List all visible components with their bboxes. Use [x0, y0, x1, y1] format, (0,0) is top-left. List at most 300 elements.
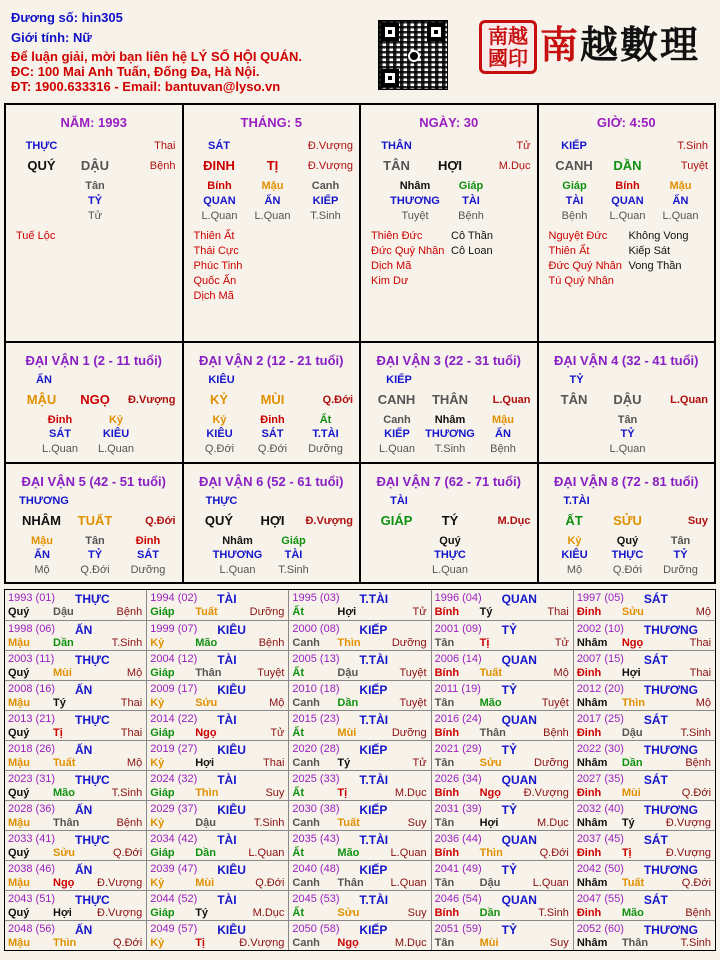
annual-truong-sinh: Tuyệt [257, 667, 285, 679]
dai-van-hidden-ts: Mộ [566, 564, 583, 576]
star-bad [274, 229, 354, 244]
annual-truong-sinh: Mộ [553, 667, 569, 679]
annual-year: 2013 (21) [8, 713, 56, 725]
annual-truong-sinh: Đ.Vượng [665, 817, 712, 829]
dai-van-hidden-sao: KIÊU [561, 549, 588, 561]
annual-sao: ẤN [75, 863, 93, 877]
pillar-hidden-sao: TÀI [462, 195, 480, 207]
dai-van-hidden-ts: L.Quan [431, 564, 469, 576]
dai-van-hidden-ts: Mộ [34, 564, 50, 576]
annual-can: Kỷ [150, 637, 165, 649]
annual-truong-sinh: Thai [263, 757, 285, 769]
star-pair [549, 244, 709, 259]
annual-truong-sinh: Bệnh [685, 907, 712, 919]
annual-cell [573, 831, 715, 860]
dai-van-hidden-sao: T.TÀI [312, 428, 339, 440]
dai-van-can: KỶ [209, 392, 229, 407]
annual-chi: Dần [53, 637, 74, 649]
annual-year: 2045 (53) [292, 893, 340, 905]
dai-van-hidden-can: Đinh [260, 414, 285, 426]
dai-van-title: ĐẠI VẬN 7 (62 - 71 tuổi) [376, 474, 521, 489]
annual-chi: Mùi [53, 667, 72, 679]
dai-van-hidden-ts: Dưỡng [308, 443, 343, 455]
annual-cell [146, 681, 288, 710]
annual-can: Bính [434, 606, 460, 618]
annual-can: Quý [8, 847, 30, 859]
annual-sao: TÀI [217, 653, 237, 667]
annual-chi: Tuất [53, 757, 76, 769]
annual-chi: Hợi [621, 667, 641, 679]
gender-line: Giới tính: Nữ [11, 30, 92, 45]
star-bad [629, 274, 709, 289]
annual-year: 2015 (23) [292, 713, 340, 725]
annual-cell [288, 801, 430, 830]
annual-truong-sinh: Tuyệt [541, 697, 569, 709]
annual-truong-sinh: Đ.Vượng [97, 877, 143, 889]
dai-van-title: ĐẠI VẬN 6 (52 - 61 tuổi) [199, 474, 344, 489]
dai-van-chi: MÙI [260, 392, 285, 407]
dai-van-1 [6, 343, 182, 462]
annual-cell [5, 831, 146, 860]
annual-truong-sinh: Đ.Vượng [665, 847, 712, 859]
pillar-hidden-can: Bính [207, 180, 232, 192]
annual-sao: QUAN [501, 713, 537, 727]
annual-can: Canh [292, 877, 320, 889]
annual-cell [573, 681, 715, 710]
star-good: Đức Quý Nhân [548, 260, 622, 272]
star-good: Thiên Đức [371, 230, 423, 242]
star-pair [371, 229, 531, 244]
annual-chi: Mão [621, 907, 644, 919]
dai-van-hidden-sao: THƯƠNG [212, 549, 263, 561]
annual-row [5, 830, 715, 860]
dai-van-sao: THƯƠNG [19, 495, 69, 507]
dai-van-hidden-can: Tân [617, 414, 638, 426]
annual-can: Bính [434, 667, 460, 679]
pillar-hidden-ts: T.Sinh [310, 210, 341, 222]
annual-chi: Mão [53, 787, 75, 799]
annual-sao: ẤN [75, 683, 93, 697]
dai-van-8 [537, 464, 715, 582]
annual-year: 2008 (16) [8, 683, 56, 695]
annual-chi: Tuất [337, 817, 360, 829]
dai-van-can: NHÂM [22, 513, 61, 528]
annual-truong-sinh: Mộ [695, 606, 712, 618]
dai-van-hidden-can: Nhâm [222, 535, 253, 547]
annual-truong-sinh: Dưỡng [534, 757, 569, 769]
dai-van-row-1 [6, 341, 714, 462]
star-bad [274, 274, 354, 289]
annual-cell [431, 651, 573, 680]
annual-year: 2036 (44) [434, 833, 482, 845]
annual-can: Ất [292, 727, 305, 739]
annual-truong-sinh: Bệnh [685, 757, 712, 769]
annual-sao: THỰC [75, 833, 110, 847]
pillar-hidden-can: Tân [85, 180, 105, 192]
annual-cell [5, 771, 146, 800]
annual-chi: Thìn [479, 847, 503, 859]
annual-chi: Hợi [53, 907, 72, 919]
annual-cell [431, 741, 573, 770]
dai-van-title: ĐẠI VẬN 5 (42 - 51 tuổi) [21, 474, 166, 489]
annual-sao: T.TÀI [359, 833, 389, 847]
pillar-3 [359, 105, 537, 341]
annual-cell [146, 741, 288, 770]
annual-row [5, 590, 715, 620]
annual-can: Nhâm [576, 877, 608, 889]
annual-sao: SÁT [643, 592, 668, 606]
dai-van-chi: HỢI [260, 513, 285, 528]
dai-van-sao: TỶ [569, 374, 584, 386]
dai-van-hidden-sao: THỰC [434, 549, 466, 561]
annual-cell [5, 801, 146, 830]
annual-can: Tân [434, 757, 455, 769]
star-good: Phúc Tinh [193, 260, 243, 272]
annual-chi: Thìn [53, 937, 77, 949]
annual-chi: Ngọ [337, 937, 359, 949]
annual-chi: Thân [337, 877, 364, 889]
annual-chi: Ngọ [53, 877, 75, 889]
annual-chi: Mùi [621, 787, 641, 799]
dai-van-can: ẤT [565, 513, 583, 528]
annual-sao: ẤN [75, 923, 93, 937]
annual-chi: Tý [479, 606, 493, 618]
annual-can: Quý [8, 787, 30, 799]
annual-chi: Dậu [621, 727, 643, 739]
star-pair [549, 229, 709, 244]
annual-truong-sinh: Q.Đới [681, 877, 712, 889]
annual-can: Ất [292, 907, 305, 919]
star-bad: Cô Loan [451, 245, 493, 257]
annual-cell [288, 621, 430, 650]
pillar-hidden-ts: Bệnh [458, 210, 484, 222]
dai-van-hidden-sao: KIÊU [102, 428, 130, 440]
annual-sao: KIÊU [217, 863, 246, 877]
annual-year: 2041 (49) [434, 863, 482, 875]
annual-truong-sinh: Suy [407, 907, 427, 919]
header [0, 0, 720, 100]
pillar-hidden-sao: TÀI [565, 195, 584, 207]
annual-chi: Tị [53, 727, 63, 739]
star-good: Tuế Lộc [16, 230, 56, 242]
dai-van-sao: KIÊU [208, 374, 235, 386]
pillar-stars [194, 229, 354, 304]
annual-truong-sinh: L.Quan [248, 847, 285, 859]
dai-van-hidden-sao: TÀI [284, 549, 303, 561]
pillar-thap-than: SÁT [208, 140, 230, 152]
annual-chi: Mùi [337, 727, 357, 739]
annual-year: 2018 (26) [8, 743, 56, 755]
annual-row [5, 800, 715, 830]
annual-truong-sinh: T.Sinh [538, 907, 569, 919]
annual-can: Đinh [576, 667, 602, 679]
star-bad [451, 259, 531, 274]
annual-year: 2014 (22) [150, 713, 198, 725]
annual-year: 2027 (35) [576, 773, 624, 785]
annual-can: Giáp [150, 606, 175, 618]
annual-cell [573, 891, 715, 920]
brand-logo-rest: 越數理 [580, 22, 701, 67]
annual-sao: TÀI [217, 893, 237, 907]
annual-year: 1998 (06) [8, 623, 56, 635]
annual-sao: QUAN [501, 893, 537, 907]
annual-sao: QUAN [501, 773, 537, 787]
annual-can: Tân [434, 817, 455, 829]
annual-can: Canh [292, 817, 320, 829]
annual-chi: Sửu [195, 697, 218, 709]
annual-year: 2046 (54) [434, 893, 482, 905]
annual-year: 2042 (50) [576, 863, 624, 875]
annual-truong-sinh: Tử [270, 727, 285, 739]
annual-year: 2047 (55) [576, 893, 624, 905]
pillar-stars [371, 229, 531, 289]
annual-cell [431, 711, 573, 740]
annual-sao: KIẾP [359, 623, 388, 637]
dai-van-ts: Q.Đới [322, 394, 353, 406]
annual-sao: T.TÀI [359, 592, 389, 606]
annual-cell [573, 590, 715, 620]
pillar-truong-sinh: M.Dục [498, 160, 531, 172]
annual-can: Kỷ [150, 757, 165, 769]
annual-cell [288, 681, 430, 710]
annual-row [5, 620, 715, 650]
brand-logo-first-char: 南 [540, 22, 581, 67]
dai-van-chi: NGỌ [80, 392, 110, 407]
annual-cell [573, 621, 715, 650]
annual-sao: THƯƠNG [643, 743, 698, 757]
annual-sao: QUAN [501, 833, 537, 847]
pillar-can: TÂN [383, 158, 410, 173]
annual-truong-sinh: Dưỡng [249, 606, 285, 618]
annual-truong-sinh: T.Sinh [111, 787, 143, 799]
annual-cell [5, 711, 146, 740]
dai-van-hidden-sao: KIÊU [206, 428, 233, 440]
star-good: Dịch Mã [193, 290, 234, 302]
annual-truong-sinh: Q.Đới [112, 937, 143, 949]
dai-van-title: ĐẠI VẬN 1 (2 - 11 tuổi) [25, 353, 163, 368]
dai-van-hidden-ts: Q.Đới [204, 443, 235, 455]
annual-year: 1993 (01) [8, 592, 56, 604]
annual-can: Tân [434, 637, 455, 649]
annual-chi: Thân [53, 817, 80, 829]
pillar-1 [6, 105, 182, 341]
annual-sao: TÀI [217, 592, 237, 606]
dai-van-chi: DẬU [613, 392, 642, 407]
annual-can: Nhâm [576, 817, 608, 829]
annual-chi: Tị [337, 787, 348, 799]
annual-year: 2003 (11) [8, 653, 55, 665]
annual-truong-sinh: Tử [412, 606, 427, 618]
pillar-truong-sinh: Đ.Vượng [307, 160, 353, 172]
annual-can: Quý [8, 606, 30, 618]
annual-year: 2023 (31) [8, 773, 56, 785]
annual-chi: Thìn [195, 787, 219, 799]
dai-van-title: ĐẠI VẬN 8 (72 - 81 tuổi) [554, 474, 699, 489]
annual-year: 2009 (17) [150, 683, 198, 695]
annual-chi: Tị [479, 637, 490, 649]
annual-can: Tân [434, 937, 455, 949]
pillar-hidden-sao: QUAN [203, 195, 236, 207]
dai-van-6 [182, 464, 360, 582]
annual-can: Kỷ [150, 877, 165, 889]
annual-chi: Thìn [337, 637, 361, 649]
annual-year: 2050 (58) [292, 923, 340, 935]
dai-van-hidden-sao: SÁT [49, 428, 71, 440]
annual-cell [288, 741, 430, 770]
annual-chi: Hợi [195, 757, 215, 769]
annual-row [5, 680, 715, 710]
dai-van-title: ĐẠI VẬN 4 (32 - 41 tuổi) [554, 353, 699, 368]
annual-truong-sinh: Thai [120, 697, 143, 709]
star-good: Quốc Ấn [193, 275, 237, 287]
star-good: Nguyệt Đức [548, 230, 608, 242]
annual-can: Nhâm [576, 697, 608, 709]
dai-van-chi: SỬU [613, 513, 642, 528]
annual-sao: TÀI [217, 713, 237, 727]
annual-year: 2007 (15) [576, 653, 624, 665]
annual-cell [288, 891, 430, 920]
annual-truong-sinh: Dưỡng [391, 637, 427, 649]
star-bad [451, 274, 531, 289]
annual-cell [431, 801, 573, 830]
annual-cell [146, 590, 288, 620]
annual-sao: ẤN [75, 743, 93, 757]
dai-van-hidden-ts: Q.Đới [80, 564, 110, 576]
annual-truong-sinh: Mộ [269, 697, 285, 709]
star-good: Thái Cực [193, 245, 239, 257]
star-pair [194, 274, 354, 289]
star-pair [549, 274, 709, 289]
star-good: Kim Dư [371, 275, 409, 287]
annual-truong-sinh: M.Dục [394, 937, 427, 949]
pillar-can: CANH [555, 158, 593, 173]
annual-chi: Thân [621, 937, 649, 949]
annual-row [5, 890, 715, 920]
annual-can: Nhâm [576, 637, 608, 649]
annual-can: Canh [292, 937, 320, 949]
annual-sao: T.TÀI [359, 773, 389, 787]
annual-year: 1994 (02) [150, 592, 198, 604]
annual-truong-sinh: Đ.Vượng [239, 937, 285, 949]
annual-chi: Mùi [479, 937, 499, 949]
annual-truong-sinh: T.Sinh [680, 937, 712, 949]
annual-chi: Tý [337, 757, 351, 769]
pillar-hidden-ts: Bệnh [561, 210, 588, 222]
annual-year: 2040 (48) [292, 863, 340, 875]
annual-can: Giáp [150, 907, 175, 919]
annual-sao: SÁT [643, 653, 668, 667]
annual-year: 2016 (24) [434, 713, 482, 725]
annual-year: 2004 (12) [150, 653, 198, 665]
annual-cell [288, 861, 430, 890]
annual-year: 2031 (39) [434, 803, 482, 815]
annual-chi: Tuất [195, 606, 218, 618]
annual-year: 2030 (38) [292, 803, 340, 815]
pillar-thap-than: THỰC [25, 140, 58, 152]
annual-row [5, 770, 715, 800]
contact-line: Để luận giải, mời bạn liên hệ LÝ SỐ HỘI QUÁN. [11, 49, 302, 64]
annual-chi: Mùi [195, 877, 215, 889]
pillar-hidden-can: Bính [615, 180, 640, 192]
pillar-chi-star: T.Sinh [677, 140, 708, 152]
dai-van-can: QUÝ [204, 513, 234, 528]
annual-can: Kỷ [150, 937, 165, 949]
annual-year: 2029 (37) [150, 803, 198, 815]
dai-van-hidden-ts: L.Quan [41, 443, 79, 455]
annual-year: 2024 (32) [150, 773, 198, 785]
annual-sao: TỶ [501, 623, 517, 637]
dai-van-hidden-sao: KIẾP [384, 428, 410, 440]
annual-truong-sinh: Thai [120, 727, 143, 739]
annual-cell [431, 861, 573, 890]
annual-sao: TỶ [501, 743, 517, 757]
annual-chi: Ngọ [479, 787, 501, 799]
annual-chi: Tị [621, 847, 632, 859]
annual-cell [573, 651, 715, 680]
annual-truong-sinh: M.Dục [252, 907, 285, 919]
dai-van-hidden-can: Nhâm [434, 414, 466, 426]
annual-truong-sinh: T.Sinh [253, 817, 285, 829]
annual-can: Nhâm [576, 757, 608, 769]
annual-can: Mậu [8, 877, 30, 889]
star-pair [549, 259, 709, 274]
dai-van-chi: TÝ [441, 513, 459, 528]
annual-row [5, 740, 715, 770]
annual-can: Đinh [576, 787, 602, 799]
annual-can: Ất [292, 606, 305, 618]
annual-truong-sinh: Mộ [126, 667, 143, 679]
annual-can: Kỷ [150, 817, 165, 829]
annual-can: Đinh [576, 847, 602, 859]
qr-code-icon[interactable] [378, 20, 448, 90]
pillar-chi-star: Tử [516, 140, 531, 152]
annual-year: 2038 (46) [8, 863, 56, 875]
annual-row [5, 650, 715, 680]
annual-year: 2012 (20) [576, 683, 624, 695]
dai-van-chi: TUẤT [77, 513, 113, 528]
pillar-hidden-ts: Tuyệt [401, 210, 429, 222]
annual-truong-sinh: Đ.Vượng [97, 907, 143, 919]
annual-sao: KIẾP [359, 743, 388, 757]
star-bad [96, 229, 176, 244]
annual-chi: Dậu [337, 667, 359, 679]
dai-van-sao: TÀI [390, 495, 408, 507]
dai-van-hidden-sao: ẤN [495, 428, 511, 440]
annual-sao: T.TÀI [359, 893, 389, 907]
dai-van-hidden-sao: THỰC [611, 549, 644, 561]
annual-can: Mậu [8, 937, 30, 949]
dai-van-hidden-ts: L.Quan [97, 443, 135, 455]
star-good: Đức Quý Nhân [371, 245, 445, 257]
star-pair [194, 259, 354, 274]
annual-truong-sinh: Suy [549, 937, 569, 949]
annual-chi: Thân [479, 727, 506, 739]
pillar-thap-than: KIẾP [561, 140, 587, 152]
dai-van-hidden-sao: TỶ [620, 428, 635, 440]
dai-van-row-2 [6, 462, 714, 582]
pillar-title: NĂM: 1993 [60, 115, 127, 130]
dai-van-hidden-can: Đinh [135, 535, 161, 547]
annual-truong-sinh: M.Dục [537, 817, 569, 829]
dai-van-hidden-sao: TỶ [87, 549, 103, 561]
annual-sao: THƯƠNG [643, 683, 698, 697]
annual-chi: Ngọ [195, 727, 217, 739]
annual-can: Canh [292, 637, 320, 649]
pillar-hidden-sao: ẤN [264, 195, 281, 207]
annual-sao: THỰC [75, 713, 110, 727]
pillar-chi: TỊ [266, 158, 279, 173]
dai-van-ts: M.Dục [497, 515, 531, 527]
